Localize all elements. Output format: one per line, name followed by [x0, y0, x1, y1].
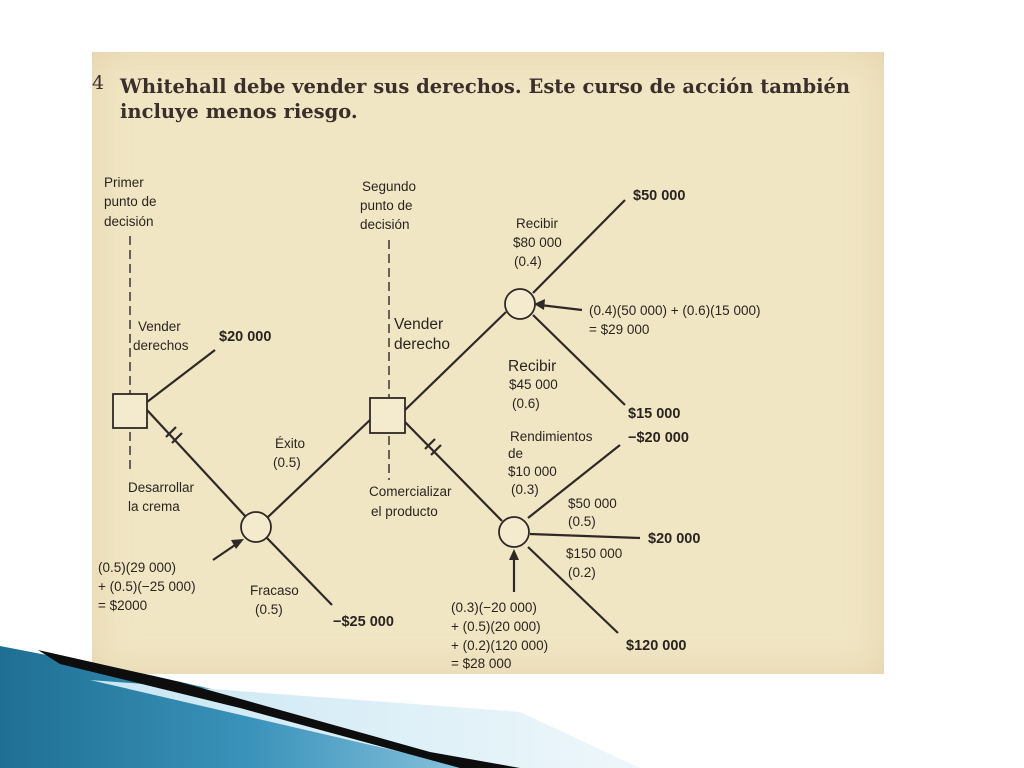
first-decision-label-1: Primer: [104, 175, 144, 190]
fracaso-label: Fracaso: [250, 583, 299, 598]
rend-10-label-3: $10 000: [508, 464, 557, 479]
rend-50-label-2: (0.5): [568, 514, 596, 529]
vender-derecho-label-1: Vender: [394, 316, 444, 333]
rend-10-label-1: Rendimientos: [510, 429, 593, 444]
comercializar-label-2: el producto: [371, 504, 438, 519]
payoff-fracaso: −$25 000: [333, 614, 394, 630]
ev-root-line-1: (0.5)(29 000): [98, 560, 177, 575]
rend-10-label-2: de: [508, 446, 524, 461]
payoff-vender-derechos: $20 000: [219, 329, 272, 345]
vender-derechos-label-1: Vender: [138, 319, 181, 334]
ev-comercializar-line-1: (0.3)(−20 000): [451, 600, 537, 615]
second-decision-label-3: decisión: [360, 217, 410, 232]
recibir-80-label-3: (0.4): [514, 254, 542, 269]
second-decision-label-2: punto de: [360, 198, 413, 213]
recibir-80-label-2: $80 000: [513, 235, 562, 250]
heading-number: 4: [92, 72, 105, 94]
desarrollar-label-1: Desarrollar: [128, 480, 195, 495]
recibir-45-label-2: $45 000: [509, 377, 558, 392]
rend-50-label-1: $50 000: [568, 496, 617, 511]
ev-root-line-2: + (0.5)(−25 000): [98, 579, 196, 594]
fracaso-prob: (0.5): [255, 602, 283, 617]
first-decision-label-3: decisión: [104, 214, 154, 229]
rend-150-label-1: $150 000: [566, 546, 623, 561]
ev-recibir-line-1: (0.4)(50 000) + (0.6)(15 000): [589, 303, 761, 318]
recibir-45-label-1: Recibir: [508, 358, 557, 375]
ev-comercializar-line-4: = $28 000: [451, 656, 512, 671]
rend-150-label-2: (0.2): [568, 565, 596, 580]
ev-recibir-line-2: = $29 000: [589, 322, 650, 337]
recibir-80-label-1: Recibir: [516, 216, 559, 231]
recibir-45-label-3: (0.6): [512, 396, 540, 411]
heading-text: Whitehall debe vender sus derechos. Este curso de acción también incluye menos riesgo.: [120, 75, 851, 123]
payoff-rend-50: $20 000: [648, 531, 701, 547]
vender-derecho-label-2: derecho: [394, 336, 451, 353]
vender-derechos-label-2: derechos: [133, 338, 189, 353]
payoff-recibir-45: $15 000: [628, 406, 681, 422]
second-decision-label-1: Segundo: [362, 179, 417, 194]
ev-comercializar-line-3: + (0.2)(120 000): [451, 638, 549, 653]
payoff-rend-10: −$20 000: [628, 430, 689, 446]
exito-label: Éxito: [275, 436, 306, 451]
payoff-recibir-80: $50 000: [633, 188, 686, 204]
payoff-rend-150: $120 000: [626, 638, 687, 654]
rend-10-label-4: (0.3): [511, 482, 539, 497]
desarrollar-label-2: la crema: [128, 499, 180, 514]
comercializar-label-1: Comercializar: [369, 484, 452, 499]
exito-prob: (0.5): [273, 455, 301, 470]
ev-comercializar-line-2: + (0.5)(20 000): [451, 619, 541, 634]
ev-root-line-3: = $2000: [98, 598, 148, 613]
first-decision-label-2: punto de: [104, 194, 157, 209]
